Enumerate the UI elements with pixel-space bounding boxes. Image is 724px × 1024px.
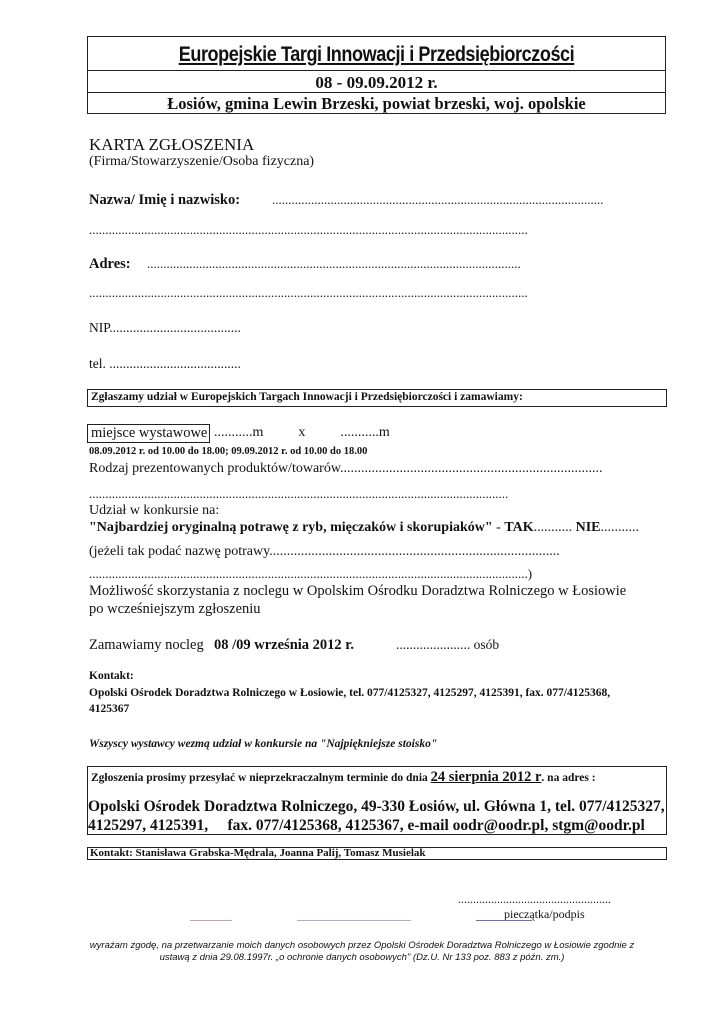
products-field[interactable]: Rodzaj prezentowanych produktów/towarów........................................................................... bbox=[89, 461, 603, 476]
contest-title: "Najbardziej oryginalną potrawę z ryb, mięczaków i skorupiaków" bbox=[89, 520, 493, 535]
contact-persons-box bbox=[87, 847, 667, 860]
booth-label: miejsce wystawowe bbox=[91, 425, 208, 441]
submission-address: Opolski Ośrodek Doradztwa Rolniczego, 49-330 Łosiów, ul. Główna 1, tel. 077/4125327, bbox=[88, 798, 665, 815]
contest-intro: Udział w konkursie na: bbox=[89, 503, 220, 518]
submission-text: Zgłoszenia prosimy przesyłać w nieprzekraczalnym terminie do dnia bbox=[91, 772, 428, 784]
booth-box bbox=[87, 424, 210, 443]
participation-text: Zgłaszamy udział w Europejskich Targach Innowacji i Przedsiębiorczości i zamawiamy: bbox=[91, 391, 523, 403]
signature-underline bbox=[476, 920, 532, 921]
nip-field[interactable]: NIP....................................... bbox=[89, 320, 241, 335]
address-field[interactable]: ................................................................................................................... bbox=[147, 256, 521, 271]
contest-line bbox=[89, 520, 639, 536]
event-title: Europejskie Targi Innowacji i Przedsiębiorczości bbox=[178, 43, 575, 66]
form-subheading: (Firma/Stowarzyszenie/Osoba fizyczna) bbox=[89, 154, 315, 169]
signature-line[interactable]: ................................................... bbox=[458, 892, 611, 906]
address-label: Adres: bbox=[89, 256, 131, 272]
products-field-line-2[interactable]: ................................................................................................................................. bbox=[89, 486, 509, 501]
lodging-persons-field[interactable]: ...................... osób bbox=[396, 637, 500, 652]
opening-hours: 08.09.2012 r. od 10.00 do 18.00; 09.09.2012 r. od 10.00 do 18.00 bbox=[89, 446, 368, 457]
contest-no-option[interactable]: NIE bbox=[575, 520, 601, 535]
booth-dimensions[interactable]: ...........m x ...........m bbox=[214, 425, 390, 440]
stand-contest-note: Wszyscy wystawcy wezmą udział w konkursie na "Najpiękniejsze stoisko" bbox=[89, 738, 438, 750]
submission-box bbox=[87, 766, 667, 835]
data-consent: wyrażam zgodę, na przetwarzanie moich danych osobowych przez Opolski Ośrodek Doradztwa Rolniczego w Łosiowie zgodnie z bbox=[89, 940, 635, 951]
contest-separator: - bbox=[492, 520, 505, 535]
header-divider bbox=[88, 92, 665, 93]
dish-name-field[interactable]: (jeżeli tak podać nazwę potrawy................................................................................... bbox=[89, 544, 560, 559]
divider-mark bbox=[297, 920, 411, 921]
contest-no-dots: ........... bbox=[600, 520, 640, 535]
lodging-info-2: po wcześniejszym zgłoszeniu bbox=[89, 601, 261, 617]
name-field-line-2[interactable]: ....................................................................................................................................... bbox=[89, 222, 528, 237]
event-location: Łosiów, gmina Lewin Brzeski, powiat brzeski, woj. opolskie bbox=[167, 94, 586, 113]
contact-details: Opolski Ośrodek Doradztwa Rolniczego w Łosiowie, tel. 077/4125327, 4125297, 4125391, fax. 077/4125368, bbox=[89, 687, 611, 699]
name-field[interactable]: ...................................................................................................... bbox=[272, 192, 604, 207]
lodging-order-dates: 08 /09 września 2012 r. bbox=[214, 637, 355, 653]
lodging-order-label: Zamawiamy nocleg bbox=[89, 637, 204, 653]
signature-label: pieczątka/podpis bbox=[504, 907, 585, 921]
lodging-info: Możliwość skorzystania z noclegu w Opolskim Ośrodku Doradztwa Rolniczego w Łosiowie bbox=[89, 583, 627, 599]
event-header bbox=[87, 36, 666, 114]
header-divider bbox=[88, 70, 665, 71]
participation-box bbox=[87, 389, 667, 407]
address-field-line-2[interactable]: ....................................................................................................................................... bbox=[89, 285, 528, 300]
submission-text-end: . na adres : bbox=[541, 772, 596, 784]
contact-details-2: 4125367 bbox=[89, 703, 130, 715]
tel-field[interactable]: tel. ....................................... bbox=[89, 356, 241, 371]
submission-deadline: 24 sierpnia 2012 r bbox=[430, 769, 542, 785]
submission-address-2: 4125297, 4125391, fax. 077/4125368, 4125367, e-mail oodr@oodr.pl, stgm@oodr.pl bbox=[88, 817, 645, 834]
contact-persons: Kontakt: Stanisława Grabska-Mędrala, Joanna Palij, Tomasz Musielak bbox=[90, 847, 426, 859]
event-dates: 08 - 09.09.2012 r. bbox=[315, 73, 438, 92]
dish-name-field-line-2[interactable]: .......................................................................................................................................) bbox=[89, 566, 533, 581]
contest-yes-option[interactable]: TAK bbox=[504, 520, 534, 535]
contact-label: Kontakt: bbox=[89, 670, 134, 682]
divider-mark bbox=[190, 920, 232, 921]
data-consent-2: ustawą z dnia 29.08.1997r. „o ochronie danych osobowych" (Dz.U. Nr 133 poz. 883 z późn. zm.) bbox=[159, 952, 565, 963]
form-heading: KARTA ZGŁOSZENIA bbox=[89, 135, 255, 154]
name-label: Nazwa/ Imię i nazwisko: bbox=[89, 192, 241, 208]
submission-deadline-line bbox=[91, 769, 596, 786]
contest-yes-dots: ........... bbox=[533, 520, 576, 535]
